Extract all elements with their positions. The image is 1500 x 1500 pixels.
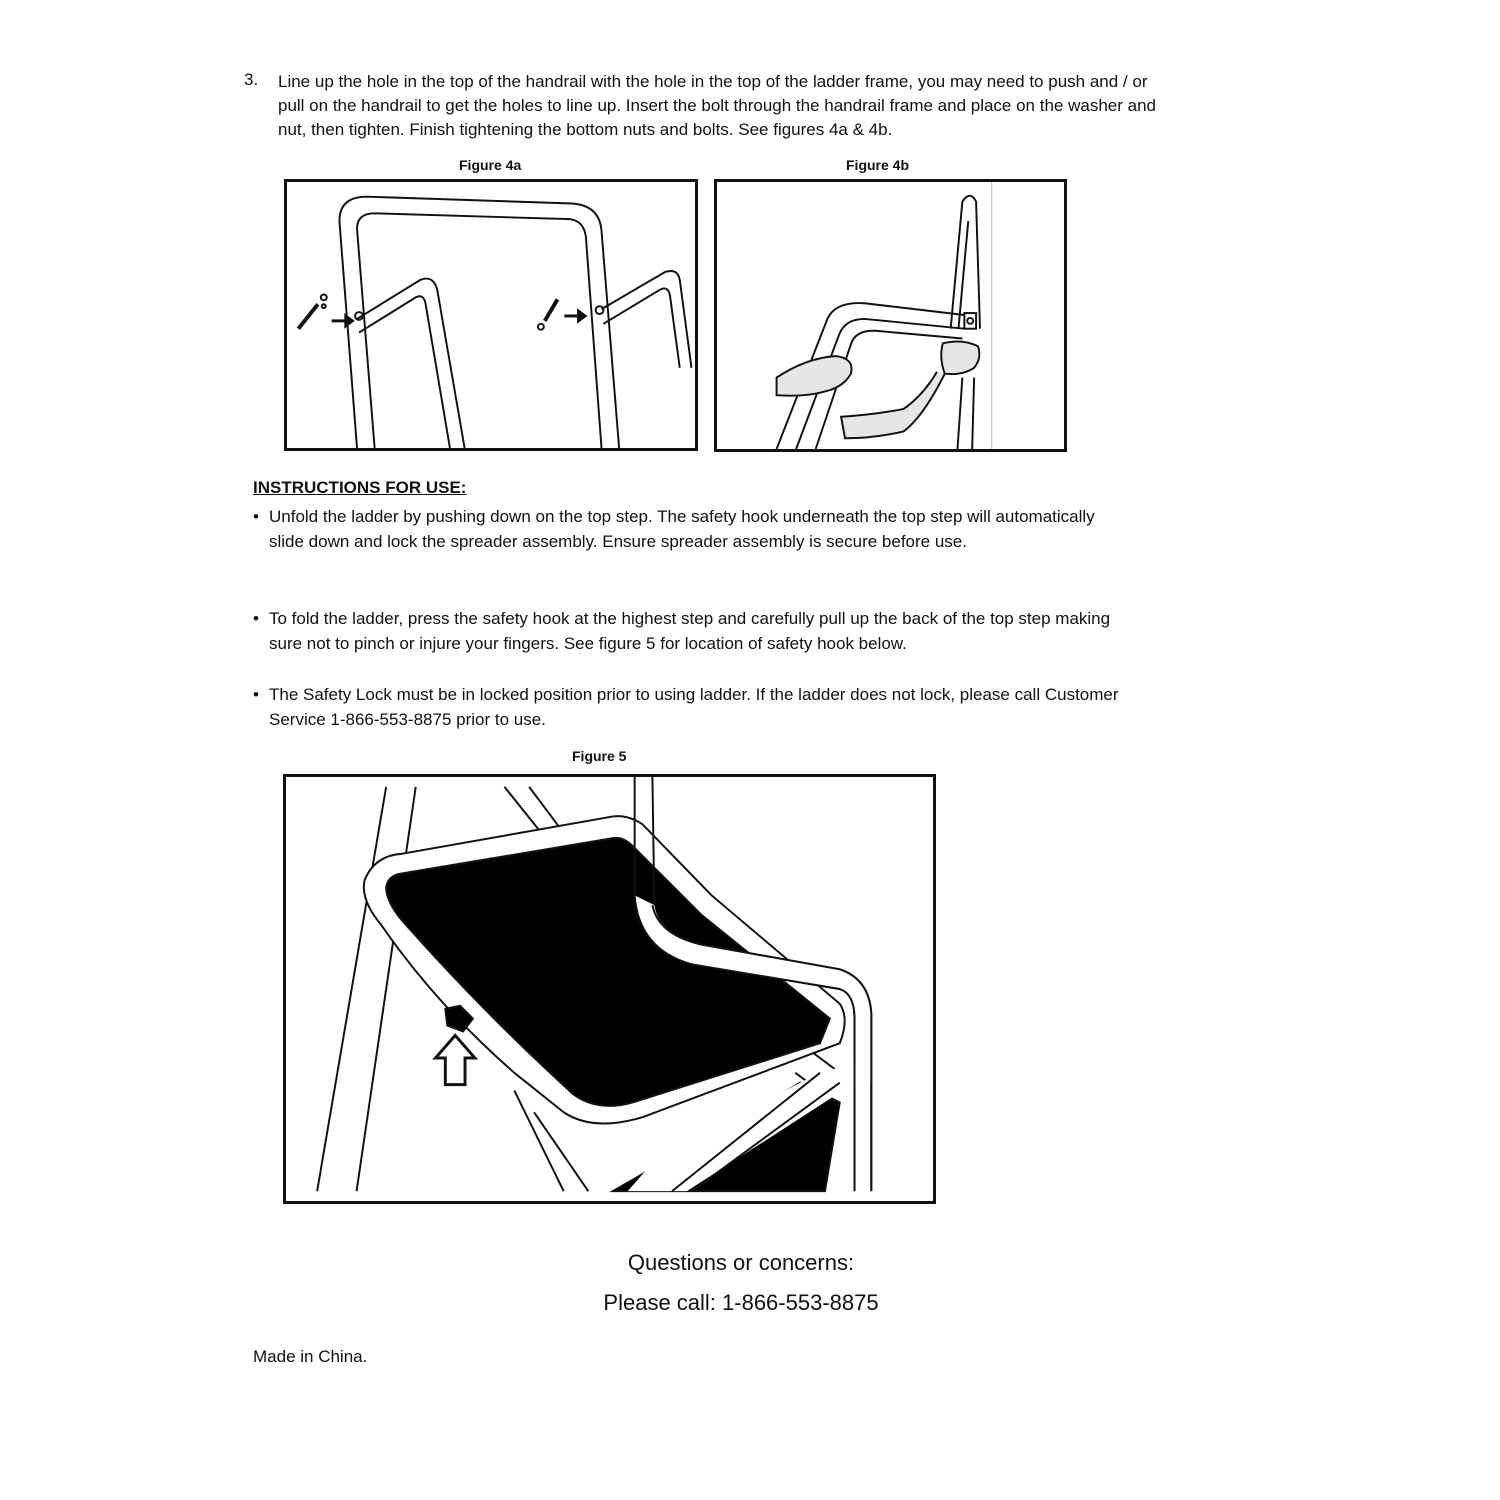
bullet-marker: • <box>253 609 259 628</box>
bullet-marker: • <box>253 685 259 704</box>
made-in-label: Made in China. <box>253 1347 368 1366</box>
contact-questions: Questions or concerns: <box>627 1250 855 1275</box>
instruction-item-safety-lock <box>253 682 1133 732</box>
instruction-text: Unfold the ladder by pushing down on the top step. The safety hook underneath the top step will automatically slide down and lock the spreader assembly. Ensure spreader assembly is secure before use. <box>269 507 1095 551</box>
figure-4a-illustration <box>284 179 698 451</box>
figure-4b-caption: Figure 4b <box>846 157 910 173</box>
instruction-text: The Safety Lock must be in locked position prior to using ladder. If the ladder does not lock, please call Customer Service 1-866-553-8875 prior to use. <box>269 685 1119 729</box>
step-number: 3. <box>244 70 259 89</box>
top-step-drawing <box>286 777 933 1201</box>
instructions-heading: INSTRUCTIONS FOR USE: <box>253 478 467 497</box>
handrail-frame-drawing <box>287 182 695 448</box>
figure-5-caption: Figure 5 <box>572 748 627 764</box>
instruction-item-fold <box>253 606 1133 656</box>
contact-phone: Please call: 1-866-553-8875 <box>603 1290 879 1315</box>
handrail-hands-drawing <box>717 182 1064 449</box>
instruction-text: To fold the ladder, press the safety hook at the highest step and carefully pull up the back of the top step making sure not to pinch or injure your fingers. See figure 5 for location of safety hook below. <box>269 609 1111 653</box>
bullet-marker: • <box>253 507 259 526</box>
instruction-item-unfold <box>253 504 1133 554</box>
step-text: Line up the hole in the top of the handrail with the hole in the top of the ladder frame, you may need to push and / or pull on the handrail to get the holes to line up. Insert the bolt through the handrail frame and place on the washer and nut, then tighten. Finish tightening the bottom nuts and bolts. See figures 4a & 4b. <box>278 72 1156 139</box>
figure-5-illustration <box>283 774 936 1204</box>
figure-4a-caption: Figure 4a <box>459 157 522 173</box>
figure-4b-illustration <box>714 179 1067 452</box>
